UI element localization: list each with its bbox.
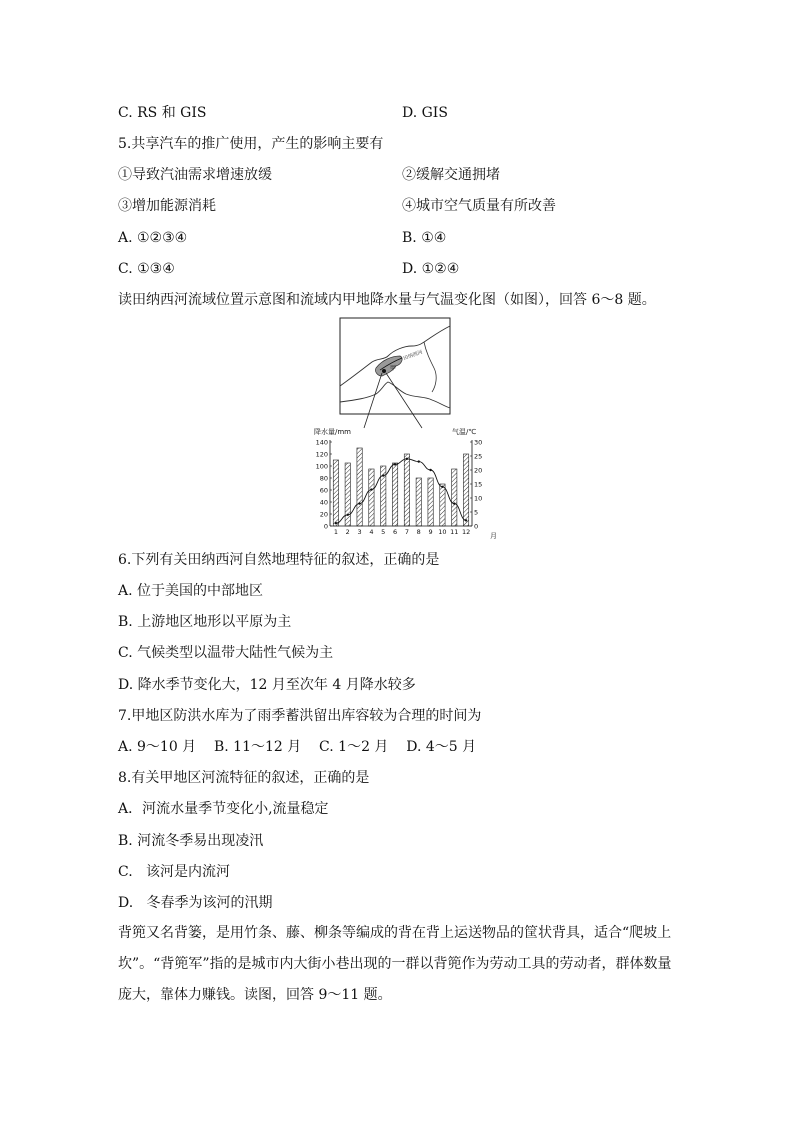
q5-option-a: A. ①②③④: [118, 230, 188, 246]
map-label-river: 田纳西河: [402, 349, 424, 362]
temperature-point: [335, 522, 337, 524]
x-tick-label: 7: [404, 528, 409, 536]
q6-option-d: D. 降水季节变化大，12 月至次年 4 月降水较多: [118, 677, 416, 693]
right-tick-label: 25: [474, 452, 483, 461]
q4-option-c: C. RS 和 GIS: [118, 105, 207, 121]
left-tick-label: 100: [315, 462, 328, 471]
left-tick-label: 0: [323, 522, 328, 531]
temperature-point: [394, 463, 396, 465]
temperature-point: [358, 502, 360, 504]
climate-chart: [314, 427, 497, 540]
q5-option-d: D. ①②④: [402, 261, 460, 277]
q5-item-2: ②缓解交通拥堵: [402, 167, 500, 183]
right-tick-label: 20: [474, 466, 483, 475]
q6-option-a: A. 位于美国的中部地区: [118, 583, 264, 599]
x-tick-label: 4: [369, 528, 374, 536]
x-tick-label: 9: [428, 528, 433, 536]
x-tick-label: 12: [461, 528, 471, 536]
q5-item-4: ④城市空气质量有所改善: [402, 198, 556, 214]
right-tick-label: 10: [474, 494, 483, 503]
right-tick-label: 0: [474, 522, 479, 531]
precipitation-bar: [392, 463, 397, 526]
x-tick-label: 6: [393, 528, 398, 536]
location-map: [340, 318, 450, 428]
site-jia-marker: [382, 369, 386, 373]
q7-options: A. 9～10 月 B. 11～12 月 C. 1～2 月 D. 4～5 月: [118, 739, 477, 755]
x-tick-label: 8: [416, 528, 421, 536]
q5-item-1: ①导致汽油需求增速放缓: [118, 167, 272, 183]
right-tick-label: 30: [474, 438, 483, 447]
q5-option-b: B. ①④: [402, 230, 447, 246]
x-tick-label: 5: [381, 528, 386, 536]
chart-ticks: [316, 439, 483, 537]
q7-stem: 7.甲地区防洪水库为了雨季蓄洪留出库容较为合理的时间为: [118, 708, 482, 724]
q8-option-b: B. 河流冬季易出现凌汛: [118, 833, 264, 849]
q5-stem: 5.共享汽车的推广使用，产生的影响主要有: [118, 136, 384, 152]
precipitation-bar: [357, 448, 362, 526]
temperature-point: [441, 486, 443, 488]
left-tick-label: 60: [319, 486, 328, 495]
chart-bars: [333, 448, 468, 526]
precipitation-bar: [440, 484, 445, 526]
precipitation-bar: [416, 478, 421, 526]
q6-option-b: B. 上游地区地形以平原为主: [118, 614, 292, 630]
left-tick-label: 120: [315, 450, 328, 459]
q5-option-c: C. ①③④: [118, 261, 175, 277]
right-tick-label: 5: [474, 508, 479, 517]
x-tick-label: 10: [438, 528, 447, 536]
x-tick-label: 3: [357, 528, 362, 536]
right-tick-label: 15: [474, 480, 483, 489]
precipitation-bar: [404, 454, 409, 526]
right-axis-label: 气温/℃: [452, 428, 477, 436]
map-label-jia: 甲: [390, 365, 397, 372]
tennessee-figure: [312, 316, 498, 540]
q8-option-c: C. 该河是内流河: [118, 864, 231, 880]
temperature-point: [453, 502, 455, 504]
temperature-curve: [336, 459, 466, 523]
q8-stem: 8.有关甲地区河流特征的叙述，正确的是: [118, 770, 370, 786]
left-tick-label: 20: [319, 510, 328, 519]
x-tick-label: 2: [345, 528, 350, 536]
intro-6-8: 读田纳西河流域位置示意图和流域内甲地降水量与气温变化图（如图），回答 6～8 题。: [118, 292, 656, 308]
x-unit-label: 月: [490, 532, 497, 540]
temperature-point: [406, 458, 408, 460]
q6-stem: 6.下列有关田纳西河自然地理特征的叙述，正确的是: [118, 552, 440, 568]
precipitation-bar: [345, 463, 350, 526]
x-tick-label: 1: [333, 528, 338, 536]
left-tick-label: 40: [319, 498, 328, 507]
intro-9-11: 背篼又名背篓，是用竹条、藤、柳条等编成的背在背上运送物品的筐状背具，适合“爬坡上坎”。“背篼军”指的是城市内大街小巷出现的一群以背篼作为劳动工具的劳动者，群体数量庞大，靠体力赚钱。读图，回答 9～11 题。: [118, 925, 672, 1003]
q8-option-d: D. 冬春季为该河的汛期: [118, 895, 273, 911]
x-tick-label: 11: [450, 528, 459, 536]
precipitation-bar: [463, 454, 468, 526]
precipitation-bar: [428, 478, 433, 526]
q4-option-d: D. GIS: [402, 105, 448, 121]
precipitation-bar: [369, 469, 374, 526]
temperature-point: [370, 488, 372, 490]
q8-option-a: A．河流水量季节变化小,流量稳定: [118, 801, 329, 817]
temperature-point: [347, 514, 349, 516]
temperature-point: [429, 469, 431, 471]
temperature-point: [418, 460, 420, 462]
precipitation-bar: [452, 469, 457, 526]
figure-svg: [312, 316, 498, 540]
left-tick-label: 140: [315, 438, 328, 447]
temperature-line: [335, 458, 468, 525]
precipitation-bar: [333, 460, 338, 526]
left-tick-label: 80: [319, 474, 328, 483]
temperature-point: [382, 474, 384, 476]
left-axis-label: 降水量/mm: [314, 428, 351, 436]
q6-option-c: C. 气候类型以温带大陆性气候为主: [118, 645, 334, 661]
q5-item-3: ③增加能源消耗: [118, 198, 216, 214]
temperature-point: [465, 519, 467, 521]
